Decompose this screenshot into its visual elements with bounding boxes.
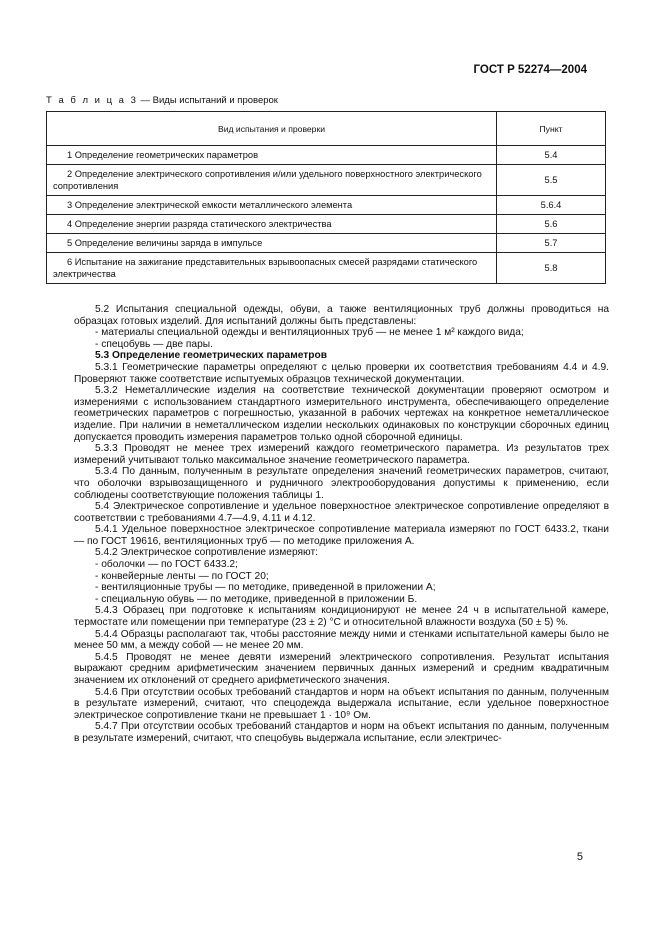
table-row: [47, 215, 606, 234]
row-clause: 5.7: [497, 234, 606, 253]
column-header-test-type: Вид испытания и проверки: [47, 112, 497, 146]
paragraph: - спецобувь — две пары.: [95, 338, 213, 350]
section-heading: 5.3 Определение геометрических параметров: [95, 350, 327, 362]
table-row: [47, 234, 606, 253]
standard-designation: ГОСТ Р 52274—2004: [473, 64, 587, 76]
paragraph: - материалы специальной одежды и вентиляционных труб — не менее 1 м² каждого вида;: [95, 327, 524, 339]
row-test-name: 3 Определение электрической емкости металлического элемента: [67, 200, 353, 210]
table-row: [47, 196, 606, 215]
row-test-name: 2 Определение электрического сопротивления и/или удельного поверхностного электрического сопротивления: [53, 169, 482, 191]
paragraph: 5.4.5 Проводят не менее девяти измерений электрического сопротивления. Результат испытания выражают средним арифметическим значением первичных данных измерений и средним квадратичным значением их отклонений от среднего арифметического значения.: [74, 651, 609, 686]
paragraph: 5.4.4 Образцы располагают так, чтобы расстояние между ними и стенками испытательной камеры было не менее 50 мм, а между собой — не менее 20 мм.: [74, 628, 609, 652]
body-text: [74, 304, 609, 745]
paragraph: 5.3.2 Неметаллические изделия на соответствие технической документации проверяют осмотром и измерениями с использованием стандартного измерительного инструмента, обеспечивающего определение геометрических параметров с погрешностью, указанной в рабочих чертежах на конкретное неметаллическое изделие. При наличии в неметаллическом изделии нескольких одинаковых по конструкции сборочных единиц допускается проводить измерения параметров только одной сборочной единицы.: [74, 385, 609, 443]
table-row: [47, 146, 606, 165]
paragraph: - вентиляционные трубы — по методике, приведенной в приложении А;: [95, 582, 436, 594]
row-clause: 5.6.4: [497, 196, 606, 215]
column-header-clause: Пункт: [497, 112, 606, 146]
paragraph: 5.4.6 При отсутствии особых требований стандартов и норм на объект испытания по данным, полученным в результате измерений, считают, что спецодежда выдержала испытание, если удельное поверхностное электрическое сопротивление ткани не превышает 1 · 10⁹ Ом.: [74, 686, 609, 721]
tests-table: [46, 111, 606, 284]
row-clause: 5.6: [497, 215, 606, 234]
paragraph: - специальную обувь — по методике, приведенной в приложении Б.: [95, 593, 418, 605]
paragraph: 5.3.1 Геометрические параметры определяют с целью проверки их соответствия требованиям 4.4 и 4.9. Проверяют также соответствие испытуемых образцов технической документации.: [74, 361, 609, 385]
page-number: 5: [576, 851, 583, 863]
row-clause: 5.5: [497, 165, 606, 196]
paragraph: 5.4.3 Образец при подготовке к испытаниям кондиционируют не менее 24 ч в испытательной камере, термостате или помещении при температуре (23 ± 2) °С и относительной влажности воздуха (50 ± 5) %.: [74, 605, 609, 629]
table-row: [47, 253, 606, 284]
row-clause: 5.8: [497, 253, 606, 284]
row-test-name: 4 Определение энергии разряда статического электричества: [67, 219, 332, 229]
paragraph: 5.4.2 Электрическое сопротивление измеряют:: [95, 547, 318, 559]
table-caption-prefix: Т а б л и ц а 3: [46, 95, 138, 106]
table-caption: [46, 95, 278, 106]
paragraph: 5.4.7 При отсутствии особых требований стандартов и норм на объект испытания по данным, полученным в результате измерений, считают, что спецобувь выдержала испытание, если электричес-: [74, 721, 609, 744]
paragraph: 5.3.4 По данным, полученным в результате определения значений геометрических параметров, считают, что оболочки взрывозащищенного и рудничного электрооборудования допустимы к применению, если соблюдены соответствующие положения таблицы 1.: [74, 466, 609, 501]
paragraph: 5.2 Испытания специальной одежды, обуви, а также вентиляционных труб должны проводиться на образцах готовых изделий. Для испытаний должны быть представлены:: [74, 304, 609, 327]
paragraph: 5.4 Электрическое сопротивление и удельное поверхностное электрическое сопротивление определяют в соответствии с требованиями 4.7—4.9, 4.11 и 4.12.: [74, 501, 609, 524]
row-test-name: 5 Определение величины заряда в импульсе: [67, 238, 263, 248]
row-test-name: 6 Испытание на зажигание представительных взрывоопасных смесей разрядами статического электричества: [53, 257, 478, 279]
paragraph: 5.3.3 Проводят не менее трех измерений каждого геометрического параметра. Из результатов трех измерений учитывают только максимальное значение геометрического параметра.: [74, 443, 609, 466]
table-row: [47, 165, 606, 196]
paragraph: - конвейерные ленты — по ГОСТ 20;: [95, 570, 269, 582]
table-caption-text: — Виды испытаний и проверок: [137, 95, 278, 106]
row-test-name: 1 Определение геометрических параметров: [67, 150, 259, 160]
paragraph: - оболочки — по ГОСТ 6433.2;: [95, 559, 238, 571]
paragraph: 5.4.1 Удельное поверхностное электрическое сопротивление материала измеряют по ГОСТ 6433.2, ткани — по ГОСТ 19616, вентиляционных труб — по методике приложения А.: [74, 524, 609, 547]
table-header-row: [47, 112, 606, 146]
row-clause: 5.4: [497, 146, 606, 165]
